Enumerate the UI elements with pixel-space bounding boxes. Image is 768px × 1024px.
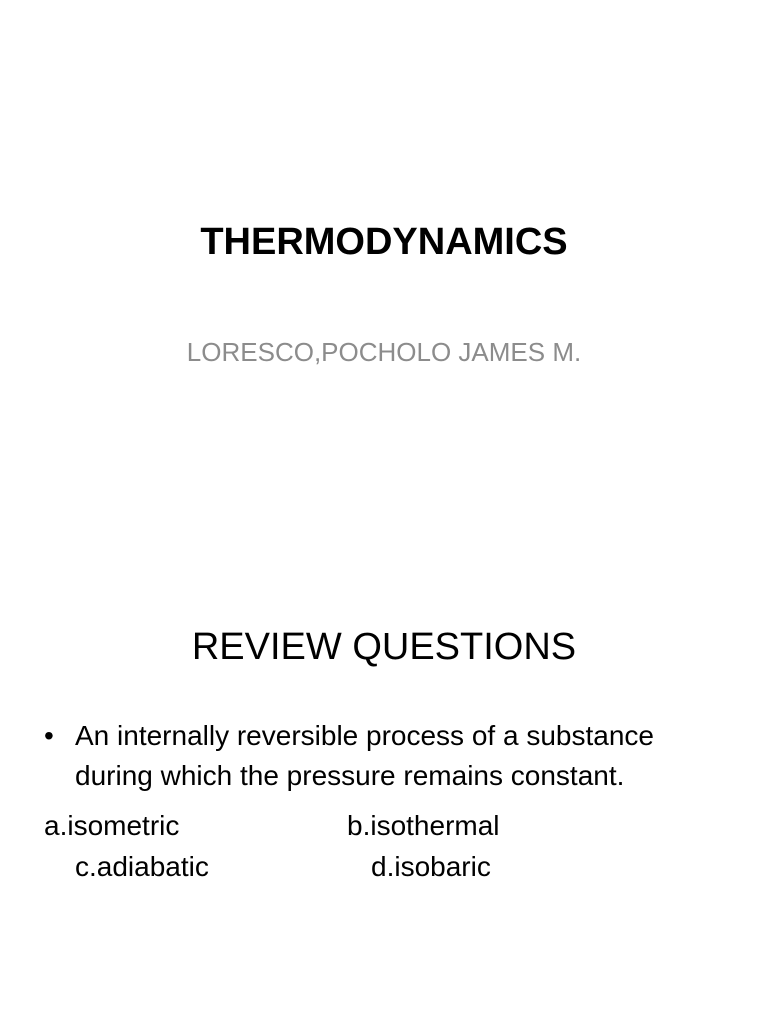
question-text: An internally reversible process of a substance during which the pressure remains constant.	[75, 720, 654, 791]
slide-title: THERMODYNAMICS	[200, 221, 568, 263]
choice-b: b.isothermal	[347, 810, 500, 841]
choice-a: a.isometric	[44, 810, 180, 841]
choice-d: d.isobaric	[371, 851, 491, 882]
bullet-icon: •	[44, 720, 54, 751]
slide-subtitle-author: LORESCO,POCHOLO JAMES M.	[186, 337, 582, 367]
review-title: REVIEW QUESTIONS	[191, 626, 577, 668]
bullet-row	[44, 716, 734, 796]
question-bullet	[44, 716, 734, 796]
choice-c: c.adiabatic	[75, 851, 209, 882]
review-questions-slide	[0, 512, 768, 1024]
answer-choices	[44, 806, 734, 896]
